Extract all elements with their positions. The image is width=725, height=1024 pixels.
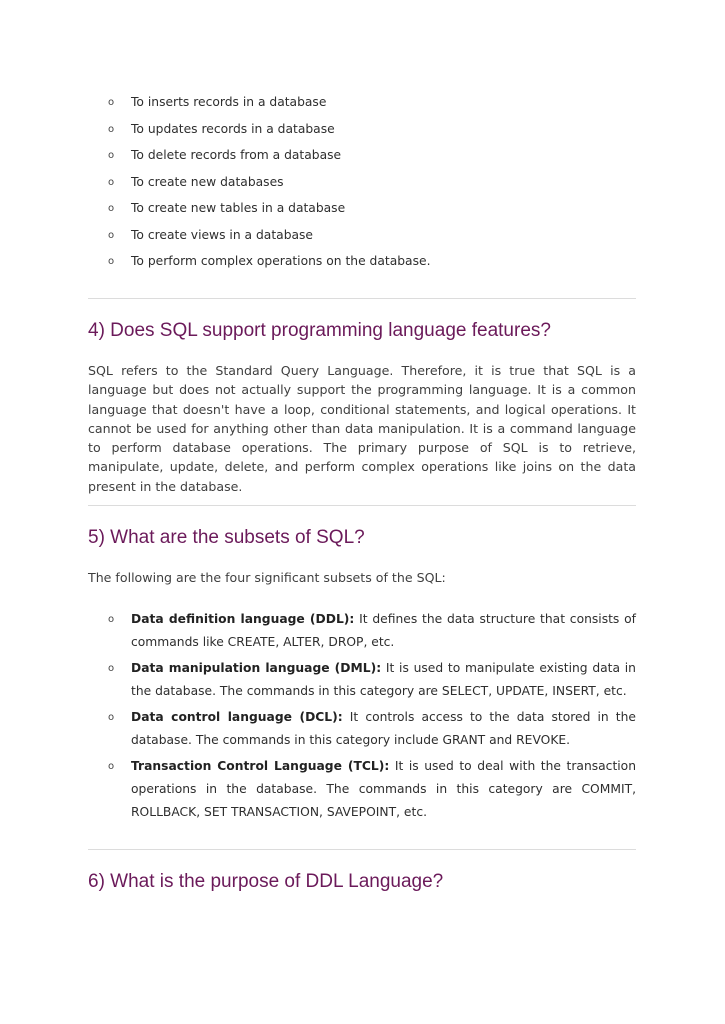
subset-description: It defines the data structure that consists of commands like CREATE, ALTER, DROP, etc.	[131, 612, 636, 649]
section-divider	[88, 849, 636, 850]
question-5-heading: 5) What are the subsets of SQL?	[88, 527, 365, 548]
question-6-heading: 6) What is the purpose of DDL Language?	[88, 871, 444, 892]
question-5-intro: The following are the four significant subsets of the SQL:	[88, 570, 446, 585]
list-item: o To inserts records in a database	[108, 95, 327, 109]
list-item-tcl	[88, 755, 636, 824]
bullet-circle-icon: o	[108, 123, 115, 135]
subset-term: Data definition language (DDL):	[131, 612, 355, 626]
bullet-circle-icon: o	[108, 712, 115, 723]
sql-uses-list	[88, 94, 636, 280]
subset-term: Transaction Control Language (TCL):	[131, 759, 390, 773]
subset-description: It is used to manipulate existing data in the database. The commands in this category are SELECT, UPDATE, INSERT, etc.	[131, 661, 636, 698]
list-item: o To updates records in a database	[108, 121, 335, 136]
list-item-dcl	[88, 706, 636, 752]
question-4-answer: SQL refers to the Standard Query Language. Therefore, it is true that SQL is a language but does not actually support the programming language. It is a common language that doesn't have a loop, conditional statements, and logical operations. It cannot be used for anything other than data manipulation. It is a command language to perform database operations. The primary purpose of SQL is to retrieve, manipulate, update, delete, and perform complex operations like joins on the data present in the database.	[88, 363, 636, 494]
bullet-circle-icon: o	[108, 663, 115, 674]
list-item: o To delete records from a database	[108, 148, 342, 162]
bullet-circle-icon: o	[108, 229, 115, 241]
subset-description: It is used to deal with the transaction operations in the database. The commands in this category are COMMIT, ROLLBACK, SET TRANSACTION, SAVEPOINT, etc.	[131, 759, 637, 819]
list-item-ddl	[88, 608, 636, 654]
bullet-circle-icon: o	[108, 256, 115, 267]
subset-description: It controls access to the data stored in the database. The commands in this category include GRANT and REVOKE.	[131, 710, 636, 747]
list-item: o To create views in a database	[108, 227, 314, 242]
section-divider	[88, 298, 636, 299]
list-item: o To create new databases	[108, 174, 284, 189]
bullet-circle-icon: o	[108, 614, 115, 625]
bullet-circle-icon: o	[108, 176, 115, 188]
question-4-heading: 4) Does SQL support programming language features?	[88, 320, 551, 341]
sql-subsets-list	[88, 608, 636, 827]
list-item: o To create new tables in a database	[108, 201, 346, 215]
section-divider	[88, 505, 636, 506]
subset-term: Data control language (DCL):	[131, 710, 343, 724]
bullet-circle-icon: o	[108, 97, 115, 108]
list-item-dml	[88, 657, 636, 703]
bullet-circle-icon: o	[108, 150, 115, 161]
subset-term: Data manipulation language (DML):	[131, 661, 382, 675]
bullet-circle-icon: o	[108, 761, 115, 772]
list-item: o To perform complex operations on the database.	[108, 254, 431, 268]
bullet-circle-icon: o	[108, 203, 115, 214]
